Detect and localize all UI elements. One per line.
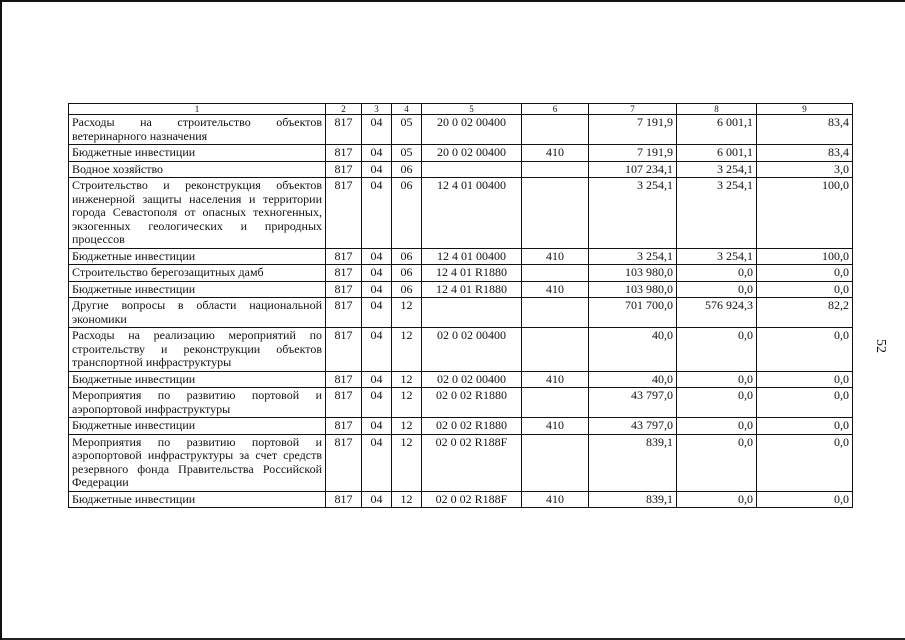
cell-col3: 04 [362, 371, 392, 388]
cell-col6: 410 [522, 418, 589, 435]
cell-col2: 817 [326, 281, 362, 298]
cell-col3: 04 [362, 328, 392, 372]
cell-name: Водное хозяйство [69, 161, 326, 178]
cell-col5: 02 0 02 00400 [422, 328, 522, 372]
cell-col7: 3 254,1 [589, 248, 677, 265]
table-row [69, 178, 853, 249]
cell-col9: 0,0 [757, 434, 853, 491]
cell-name: Строительство берегозащитных дамб [69, 265, 326, 282]
table-row [69, 491, 853, 508]
cell-col9: 0,0 [757, 418, 853, 435]
cell-col8: 6 001,1 [677, 115, 757, 145]
cell-name: Расходы на реализацию мероприятий по строительству и реконструкции объектов транспортной инфраструктуры [69, 328, 326, 372]
cell-col8: 3 254,1 [677, 248, 757, 265]
cell-name: Бюджетные инвестиции [69, 418, 326, 435]
cell-col5: 02 0 02 R188F [422, 434, 522, 491]
column-header: 5 [422, 104, 522, 115]
cell-col2: 817 [326, 328, 362, 372]
cell-col4: 12 [392, 328, 422, 372]
cell-col6 [522, 115, 589, 145]
cell-col4: 12 [392, 418, 422, 435]
cell-name: Расходы на строительство объектов ветеринарного назначения [69, 115, 326, 145]
column-header: 8 [677, 104, 757, 115]
cell-col6 [522, 178, 589, 249]
cell-col3: 04 [362, 418, 392, 435]
cell-col9: 3,0 [757, 161, 853, 178]
budget-table [68, 103, 853, 508]
cell-col7: 103 980,0 [589, 265, 677, 282]
cell-col5 [422, 161, 522, 178]
cell-col8: 0,0 [677, 371, 757, 388]
cell-col3: 04 [362, 248, 392, 265]
cell-col9: 83,4 [757, 115, 853, 145]
cell-col9: 0,0 [757, 328, 853, 372]
cell-col2: 817 [326, 434, 362, 491]
cell-col3: 04 [362, 145, 392, 162]
cell-col3: 04 [362, 115, 392, 145]
cell-name: Бюджетные инвестиции [69, 248, 326, 265]
cell-col9: 0,0 [757, 491, 853, 508]
cell-col3: 04 [362, 281, 392, 298]
cell-col6: 410 [522, 248, 589, 265]
cell-col2: 817 [326, 418, 362, 435]
column-header: 3 [362, 104, 392, 115]
cell-name: Бюджетные инвестиции [69, 281, 326, 298]
cell-col8: 576 924,3 [677, 298, 757, 328]
cell-col9: 100,0 [757, 248, 853, 265]
cell-col5: 02 0 02 R188F [422, 491, 522, 508]
cell-col3: 04 [362, 161, 392, 178]
cell-col7: 40,0 [589, 328, 677, 372]
cell-col7: 43 797,0 [589, 388, 677, 418]
cell-col8: 0,0 [677, 491, 757, 508]
table-row [69, 281, 853, 298]
cell-col4: 12 [392, 491, 422, 508]
cell-col3: 04 [362, 388, 392, 418]
cell-col2: 817 [326, 371, 362, 388]
cell-col5 [422, 298, 522, 328]
cell-col7: 40,0 [589, 371, 677, 388]
table-row [69, 115, 853, 145]
cell-col4: 12 [392, 388, 422, 418]
cell-col6 [522, 328, 589, 372]
cell-col5: 02 0 02 00400 [422, 371, 522, 388]
cell-name: Бюджетные инвестиции [69, 145, 326, 162]
cell-col2: 817 [326, 145, 362, 162]
table-row [69, 418, 853, 435]
cell-col9: 82,2 [757, 298, 853, 328]
cell-col2: 817 [326, 178, 362, 249]
cell-col7: 7 191,9 [589, 115, 677, 145]
column-header: 6 [522, 104, 589, 115]
column-header: 4 [392, 104, 422, 115]
cell-name: Мероприятия по развитию портовой и аэропортовой инфраструктуры [69, 388, 326, 418]
column-header: 7 [589, 104, 677, 115]
cell-col3: 04 [362, 491, 392, 508]
cell-col2: 817 [326, 388, 362, 418]
cell-col8: 3 254,1 [677, 161, 757, 178]
column-header: 9 [757, 104, 853, 115]
cell-name: Другие вопросы в области национальной экономики [69, 298, 326, 328]
cell-col9: 0,0 [757, 371, 853, 388]
cell-col6 [522, 434, 589, 491]
cell-col6: 410 [522, 281, 589, 298]
cell-col3: 04 [362, 434, 392, 491]
cell-name: Бюджетные инвестиции [69, 491, 326, 508]
cell-col2: 817 [326, 491, 362, 508]
cell-col4: 06 [392, 281, 422, 298]
cell-col4: 06 [392, 178, 422, 249]
table-row [69, 371, 853, 388]
cell-col6 [522, 161, 589, 178]
cell-col8: 0,0 [677, 418, 757, 435]
cell-col8: 0,0 [677, 328, 757, 372]
cell-col4: 05 [392, 145, 422, 162]
cell-col6: 410 [522, 145, 589, 162]
table-row [69, 265, 853, 282]
cell-col5: 12 4 01 R1880 [422, 265, 522, 282]
table-header-row [69, 104, 853, 115]
table-row [69, 161, 853, 178]
cell-col5: 02 0 02 R1880 [422, 418, 522, 435]
cell-col5: 02 0 02 R1880 [422, 388, 522, 418]
cell-col9: 100,0 [757, 178, 853, 249]
cell-col4: 12 [392, 371, 422, 388]
cell-col8: 0,0 [677, 265, 757, 282]
cell-name: Строительство и реконструкция объектов инженерной защиты населения и территории города Севастополя от опасных техногенных, экзогенных геологических и природных процессов [69, 178, 326, 249]
cell-col2: 817 [326, 161, 362, 178]
cell-col4: 05 [392, 115, 422, 145]
cell-col6 [522, 298, 589, 328]
table-row [69, 434, 853, 491]
cell-col9: 0,0 [757, 388, 853, 418]
cell-col5: 12 4 01 00400 [422, 178, 522, 249]
cell-col5: 20 0 02 00400 [422, 115, 522, 145]
cell-col8: 0,0 [677, 281, 757, 298]
table-row [69, 145, 853, 162]
cell-col2: 817 [326, 115, 362, 145]
cell-col4: 06 [392, 248, 422, 265]
cell-name: Бюджетные инвестиции [69, 371, 326, 388]
cell-col7: 43 797,0 [589, 418, 677, 435]
column-header: 2 [326, 104, 362, 115]
cell-col7: 3 254,1 [589, 178, 677, 249]
cell-col8: 0,0 [677, 434, 757, 491]
cell-col5: 20 0 02 00400 [422, 145, 522, 162]
cell-col4: 06 [392, 265, 422, 282]
cell-col8: 0,0 [677, 388, 757, 418]
cell-col7: 103 980,0 [589, 281, 677, 298]
table-row [69, 328, 853, 372]
table-row [69, 298, 853, 328]
cell-col7: 7 191,9 [589, 145, 677, 162]
cell-col6 [522, 388, 589, 418]
cell-col7: 107 234,1 [589, 161, 677, 178]
cell-col4: 06 [392, 161, 422, 178]
cell-col4: 12 [392, 434, 422, 491]
cell-col7: 701 700,0 [589, 298, 677, 328]
cell-col2: 817 [326, 248, 362, 265]
cell-col6: 410 [522, 371, 589, 388]
cell-col6: 410 [522, 491, 589, 508]
table-body [69, 115, 853, 508]
cell-col4: 12 [392, 298, 422, 328]
cell-col7: 839,1 [589, 434, 677, 491]
cell-col2: 817 [326, 265, 362, 282]
cell-col9: 0,0 [757, 265, 853, 282]
cell-col9: 83,4 [757, 145, 853, 162]
cell-col8: 6 001,1 [677, 145, 757, 162]
column-header: 1 [69, 104, 326, 115]
table-row [69, 248, 853, 265]
table-row [69, 388, 853, 418]
cell-col3: 04 [362, 298, 392, 328]
cell-col7: 839,1 [589, 491, 677, 508]
cell-name: Мероприятия по развитию портовой и аэропортовой инфраструктуры за счет средств резервного фонда Правительства Российской Федерации [69, 434, 326, 491]
cell-col3: 04 [362, 265, 392, 282]
cell-col5: 12 4 01 R1880 [422, 281, 522, 298]
cell-col8: 3 254,1 [677, 178, 757, 249]
cell-col9: 0,0 [757, 281, 853, 298]
cell-col5: 12 4 01 00400 [422, 248, 522, 265]
cell-col2: 817 [326, 298, 362, 328]
page-number: 52 [873, 339, 888, 353]
cell-col6 [522, 265, 589, 282]
cell-col3: 04 [362, 178, 392, 249]
